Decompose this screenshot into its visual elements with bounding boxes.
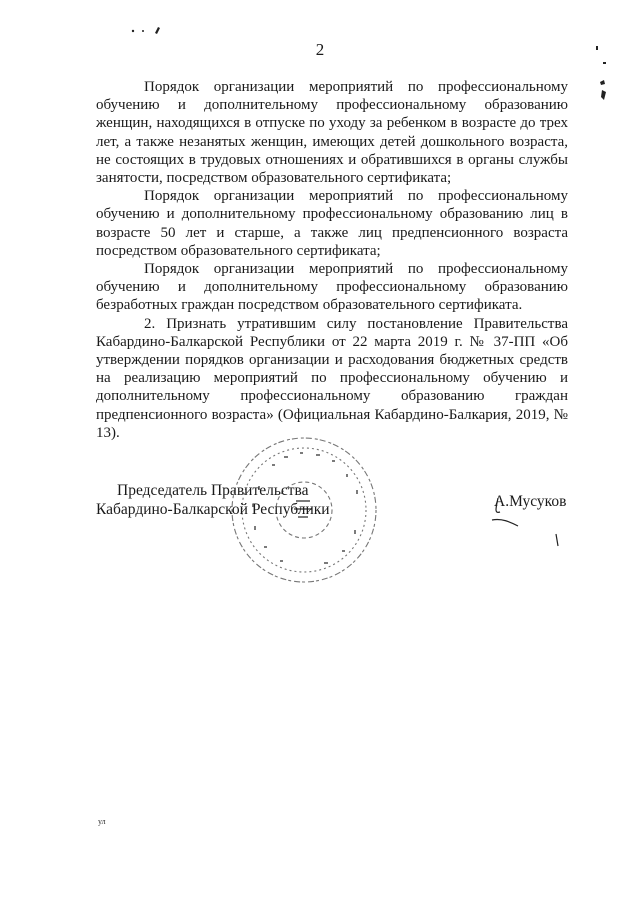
signatory-title-line2: Кабардино-Балкарской Республики [96, 501, 330, 518]
paragraph-repeal-clause: 2. Признать утратившим силу постановление Правительства Кабардино-Балкарской Республики от 22 марта 2019 г. № 37-ПП «Об утверждении порядков организации и расходования бюджетных средств на реализацию мероприятий по профессиональному обучению и дополнительному профессиональному образованию граждан предпенсионного возраста» (Официальная Кабардино-Балкария, 2019, № 13). [96, 315, 568, 441]
signatory-title-line1: Председатель Правительства [117, 482, 309, 499]
paragraph-women-program: Порядок организации мероприятий по профессиональному обучению и дополнительному профессиональному образованию женщин, находящихся в отпуске по уходу за ребенком в возрасте до трех лет, а также незанятых женщин, имеющих детей дошкольного возраста, не состоящих в трудовых отношениях и обратившихся в органы службы занятости, посредством образовательного сертификата; [96, 79, 568, 187]
document-body [96, 78, 568, 442]
paragraph-over-50-program: Порядок организации мероприятий по профессиональному обучению и дополнительному профессиональному образованию лиц в возрасте 50 лет и старше, а также лиц предпенсионного возраста посредством образовательного сертификата; [96, 188, 568, 259]
signatory-name: А.Мусуков [494, 493, 567, 510]
footer-mark: ул [98, 817, 106, 826]
signatory-title [96, 481, 330, 519]
page-number: 2 [315, 40, 325, 59]
paragraph-unemployed-program: Порядок организации мероприятий по профессиональному обучению и дополнительному профессиональному образованию безработных граждан посредством образовательного сертификата. [96, 261, 568, 314]
